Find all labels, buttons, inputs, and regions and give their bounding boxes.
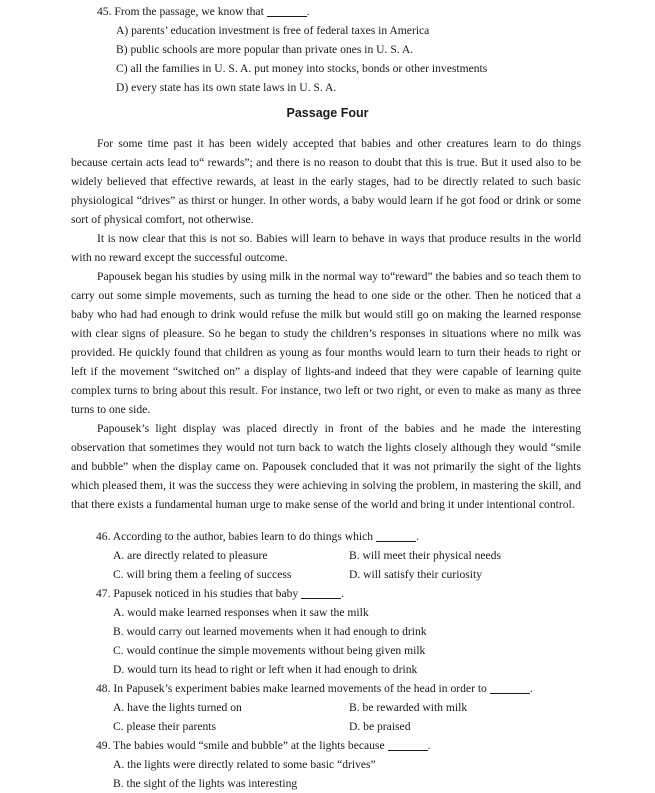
option-row: [96, 774, 586, 793]
question-46: [96, 527, 586, 584]
passage-body: [71, 134, 581, 514]
question-46-option-d: D. will satisfy their curiosity: [349, 568, 482, 581]
question-stem-line: [96, 584, 586, 603]
option-row: [96, 717, 586, 736]
question-47-option-b: B. would carry out learned movements when it had enough to drink: [113, 625, 427, 638]
question-47-stem: 47. Papusek noticed in his studies that baby: [96, 587, 299, 600]
question-45-option-b: B) public schools are more popular than private ones in U. S. A.: [116, 43, 414, 56]
question-48-option-d: D. be praised: [349, 720, 411, 733]
question-45-end: .: [306, 5, 310, 18]
question-47-option-a: A. would make learned responses when it saw the milk: [113, 606, 369, 619]
option-row: [96, 641, 586, 660]
answer-blank: [490, 681, 530, 694]
question-45-stem-line: [97, 2, 310, 21]
question-47-end: .: [341, 587, 345, 600]
passage-paragraph: Papousek began his studies by using milk in the normal way to“reward” the babies and so teach them to carry out some simple movements, such as turning the head to one side or the other. Then he noticed that a baby who had had enough to drink would refuse the milk but would still go on making the learned response with clear signs of pleasure. So he began to study the children’s responses in situations where no milk was provided. He quickly found that children as young as four months would learn to turn their heads to right or left if the movement “switched on” a display of lights-and indeed that they were capable of learning quite complex turns to bring about this result. For instance, two left or two right, or even to make as many as three turns to one side.: [71, 270, 581, 416]
option-row: [96, 546, 586, 565]
question-list: [96, 527, 586, 793]
question-47: [96, 584, 586, 679]
question-stem-line: [96, 736, 586, 755]
question-stem-line: [96, 679, 586, 698]
question-46-stem: 46. According to the author, babies learn to do things which: [96, 530, 374, 543]
question-48: [96, 679, 586, 736]
question-48-end: .: [529, 682, 533, 695]
question-46-option-b: B. will meet their physical needs: [349, 549, 501, 562]
question-48-option-b: B. be rewarded with milk: [349, 701, 468, 714]
question-45-option-c: C) all the families in U. S. A. put money into stocks, bonds or other investments: [116, 62, 488, 75]
answer-blank: [388, 738, 428, 751]
passage-paragraph: For some time past it has been widely accepted that babies and other creatures learn to do things because certain acts lead to“ rewards”; and there is no reason to doubt that this is true. But it used also to be widely believed that effective rewards, at least in the early stages, had to be directly related to such basic physiological “drives” as thirst or hunger. In other words, a baby would learn if he got food or drink or some sort of physical comfort, not otherwise.: [71, 137, 581, 226]
question-46-option-a: A. are directly related to pleasure: [113, 549, 268, 562]
option-row: [96, 603, 586, 622]
option-row: [96, 622, 586, 641]
question-46-end: .: [416, 530, 419, 543]
question-45-option-a: A) parents’ education investment is free of federal taxes in America: [116, 24, 430, 37]
question-45-option-d: D) every state has its own state laws in U. S. A.: [116, 81, 337, 94]
answer-blank: [301, 586, 341, 599]
option-row: [96, 698, 586, 717]
option-row: [96, 565, 586, 584]
answer-blank: [267, 4, 307, 17]
answer-blank: [376, 529, 416, 542]
question-stem-line: [96, 527, 586, 546]
question-49: [96, 736, 586, 793]
question-48-stem: 48. In Papusek’s experiment babies make learned movements of the head in order to: [96, 682, 487, 695]
question-47-option-c: C. would continue the simple movements without being given milk: [113, 644, 426, 657]
question-49-option-a: A. the lights were directly related to some basic “drives”: [113, 758, 376, 771]
question-49-end: .: [427, 739, 431, 752]
question-48-option-a: A. have the lights turned on: [113, 701, 242, 714]
question-47-option-d: D. would turn its head to right or left when it had enough to drink: [113, 663, 418, 676]
passage-paragraph: Papousek’s light display was placed directly in front of the babies and he made the interesting observation that sometimes they would not turn back to watch the lights closely although they would “smile and bubble” when the display came on. Papousek concluded that it was not primarily the sight of the lights which pleased them, it was the success they were achieving in solving the problem, in mastering the skill, and that there exists a fundamental human urge to make sense of the world and bring it under intentional control.: [71, 422, 581, 511]
passage-title: Passage Four: [286, 106, 369, 120]
question-48-option-c: C. please their parents: [113, 720, 217, 733]
passage-paragraph: It is now clear that this is not so. Babies will learn to behave in ways that produce results in the world with no reward except the successful outcome.: [71, 232, 581, 264]
question-46-option-c: C. will bring them a feeling of success: [113, 568, 292, 581]
question-45: [97, 2, 310, 21]
option-row: [96, 660, 586, 679]
question-45-stem: 45. From the passage, we know that: [97, 5, 264, 18]
question-49-option-b: B. the sight of the lights was interesting: [113, 777, 298, 790]
option-row: [96, 755, 586, 774]
question-49-stem: 49. The babies would “smile and bubble” at the lights because: [96, 739, 385, 752]
